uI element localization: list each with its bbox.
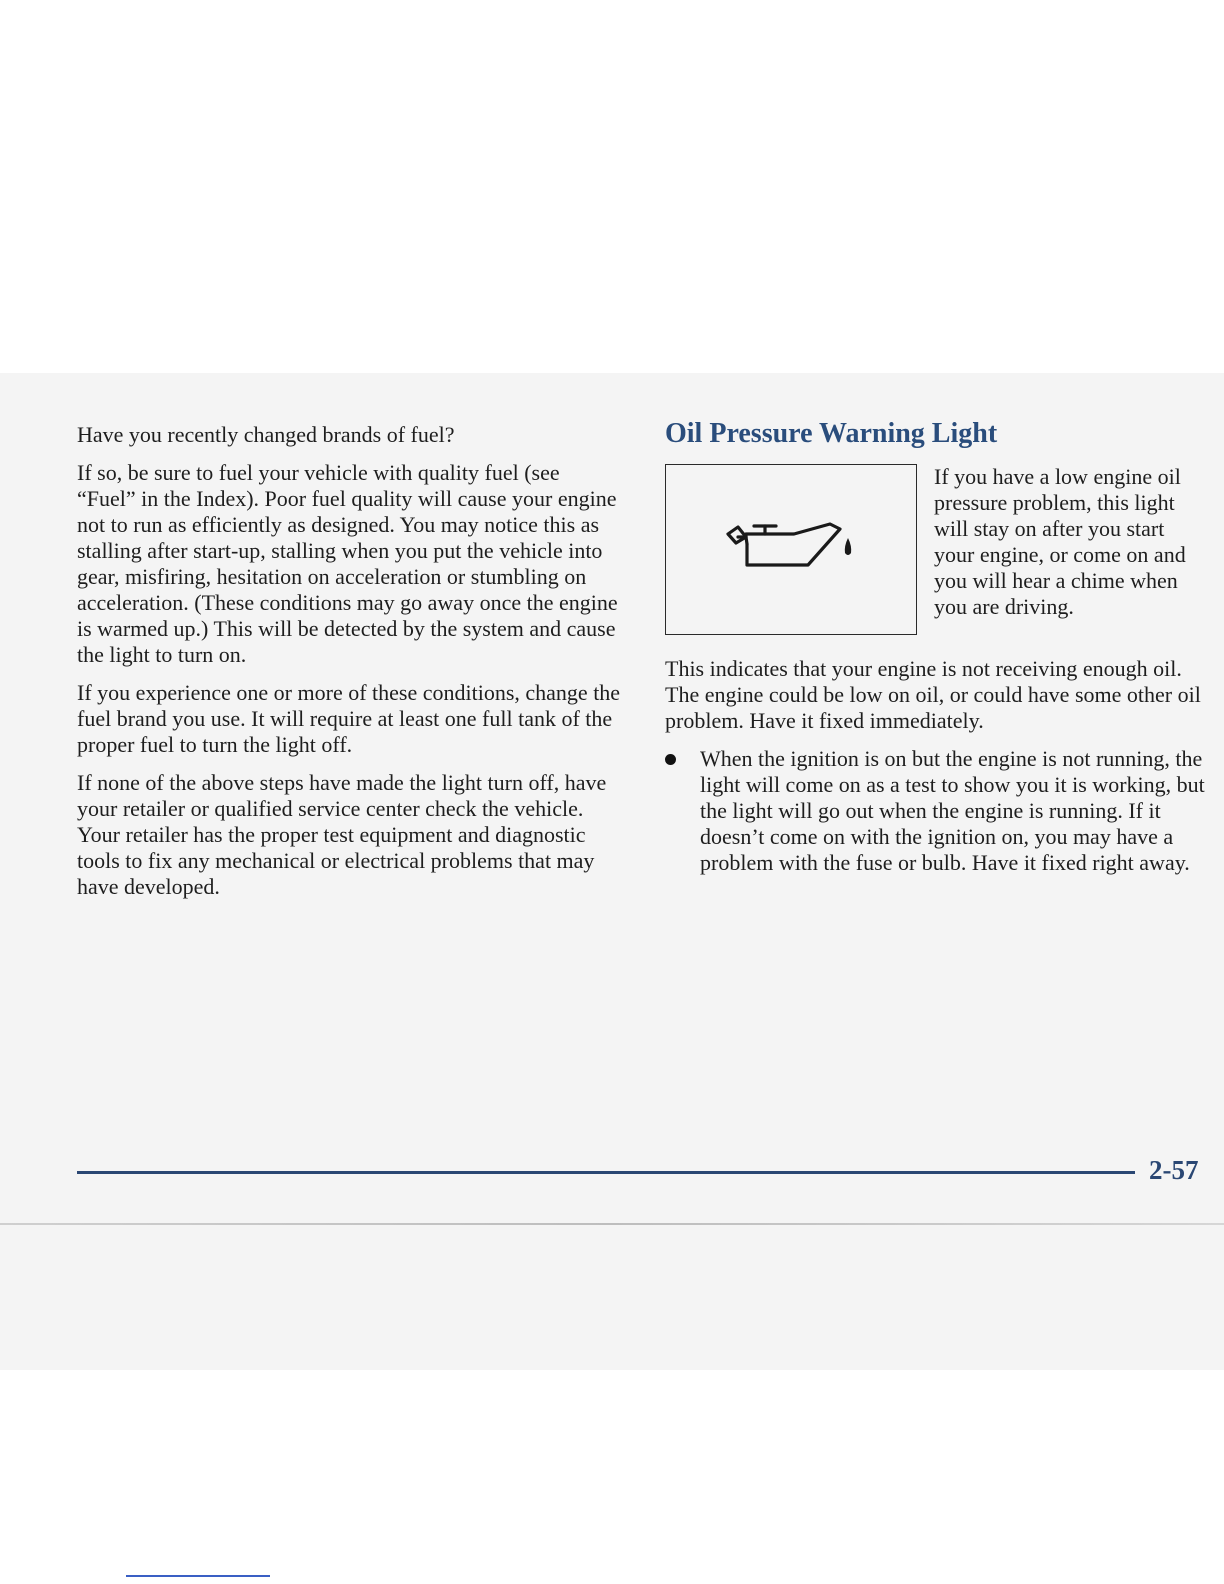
- divider: [0, 1223, 1224, 1225]
- paragraph-fuel-question: Have you recently changed brands of fuel?: [77, 422, 455, 447]
- paragraph-retailer-check: If none of the above steps have made the light turn off, have your retailer or qualified service center check the vehicle. Your retailer has the proper test equipment and diagnostic tools to fix any mechanical or electrical problems that may have developed.: [77, 770, 607, 899]
- bullet-text: When the ignition is on but the engine is not running, the light will come on as a test to show you it is working, but the light will go out when the engine is running. If it doesn’t come on with the ignition on, you may have a problem with the fuse or bulb. Have it fixed right away.: [700, 746, 1205, 875]
- paragraph-oil-indication: This indicates that your engine is not receiving enough oil. The engine could be low on oil, or could have some other oil problem. Have it fixed immediately.: [665, 656, 1201, 733]
- oil-pressure-icon-box: [665, 464, 917, 635]
- left-column: [77, 422, 622, 912]
- page-number: 2-57: [1149, 1155, 1199, 1185]
- footer-rule: [77, 1171, 1135, 1174]
- section-heading: Oil Pressure Warning Light: [665, 418, 998, 449]
- list-item: [665, 746, 1210, 876]
- right-column: [665, 418, 1210, 876]
- paragraph-fuel-quality: If so, be sure to fuel your vehicle with quality fuel (see “Fuel” in the Index). Poor fuel quality will cause your engine not to run as efficiently as designed. You may notice this as stalling after start-up, stalling when you put the vehicle into gear, misfiring, hesitation on acceleration or stumbling on acceleration. (These conditions may go away once the engine is warmed up.) This will be detected by the system and cause the light to turn on.: [77, 460, 618, 667]
- warning-light-figure: [665, 464, 1210, 644]
- paragraph-change-brand: If you experience one or more of these conditions, change the fuel brand you use. It will require at least one full tank of the proper fuel to turn the light off.: [77, 680, 621, 757]
- divider: [126, 1575, 270, 1577]
- oil-can-icon: [724, 520, 862, 580]
- bullet-icon: [665, 754, 676, 765]
- figure-caption: If you have a low engine oil pressure problem, this light will stay on after you start your engine, or come on and you will hear a chime when you are driving.: [934, 464, 1186, 619]
